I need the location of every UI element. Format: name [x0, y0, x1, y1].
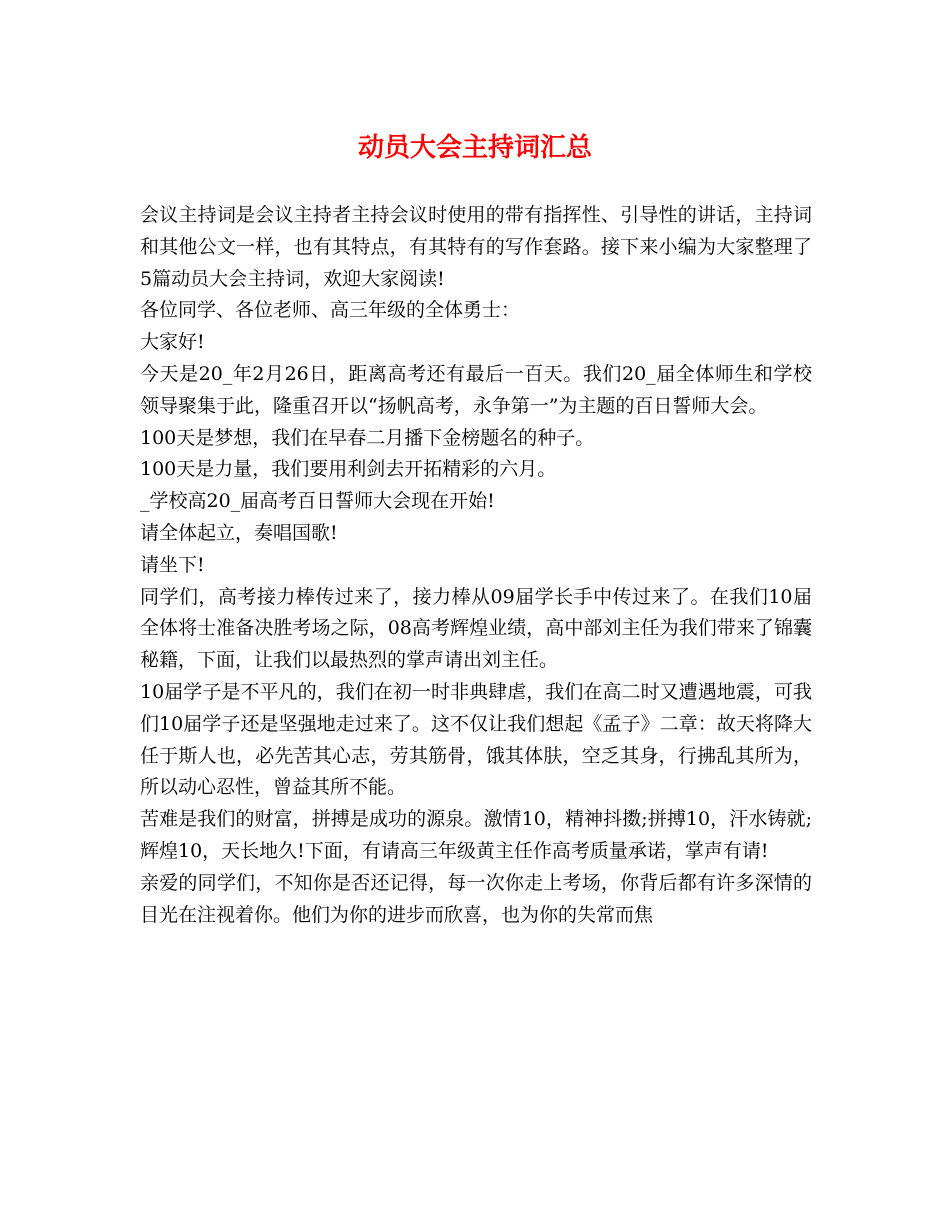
paragraph: 请全体起立，奏唱国歌!: [140, 521, 338, 544]
paragraph: 100天是力量，我们要用利剑去开拓精彩的六月。: [140, 458, 557, 481]
paragraph: 大家好!: [140, 331, 205, 354]
paragraph: 同学们，高考接力棒传过来了，接力棒从09届学长手中传过来了。在我们10届全体将士准备决胜考场之际，08高考辉煌业绩，高中部刘主任为我们带来了锦囊秘籍，下面，让我们以最热烈的掌声请出刘主任。: [140, 585, 812, 672]
paragraph: 今天是20_年2月26日，距离高考还有最后一百天。我们20_届全体师生和学校领导聚集于此，隆重召开以“扬帆高考，永争第一”为主题的百日誓师大会。: [140, 362, 812, 417]
paragraph: 苦难是我们的财富，拼搏是成功的源泉。激情10，精神抖擞;拼搏10，汗水铸就;辉煌10，天长地久!下面，有请高三年级黄主任作高考质量承诺，掌声有请!: [140, 808, 812, 862]
paragraph: 100天是梦想，我们在早春二月播下金榜题名的种子。: [140, 426, 595, 449]
paragraph: 请坐下!: [140, 553, 205, 576]
paragraph: 亲爱的同学们，不知你是否还记得，每一次你走上考场，你背后都有许多深情的目光在注视着你。他们为你的进步而欣喜，也为你的失常而焦: [140, 871, 812, 926]
paragraph: _学校高20_届高考百日誓师大会现在开始!: [140, 490, 495, 513]
document-title: 动员大会主持词汇总: [357, 133, 592, 163]
paragraph: 各位同学、各位老师、高三年级的全体勇士：: [140, 299, 521, 322]
paragraph: 10届学子是不平凡的，我们在初一时非典肆虐，我们在高二时又遭遇地震，可我们10届学子还是坚强地走过来了。这不仅让我们想起《孟子》二章：故天将降大任于斯人也，必先苦其心志，劳其筋骨，饿其体肤，空乏其身，行拂乱其所为，所以动心忍性，曾益其所不能。: [140, 680, 812, 799]
document-body: [140, 200, 812, 931]
paragraph: 会议主持词是会议主持者主持会议时使用的带有指挥性、引导性的讲话，主持词和其他公文一样，也有其特点，有其特有的写作套路。接下来小编为大家整理了5篇动员大会主持词，欢迎大家阅读!: [140, 204, 812, 290]
